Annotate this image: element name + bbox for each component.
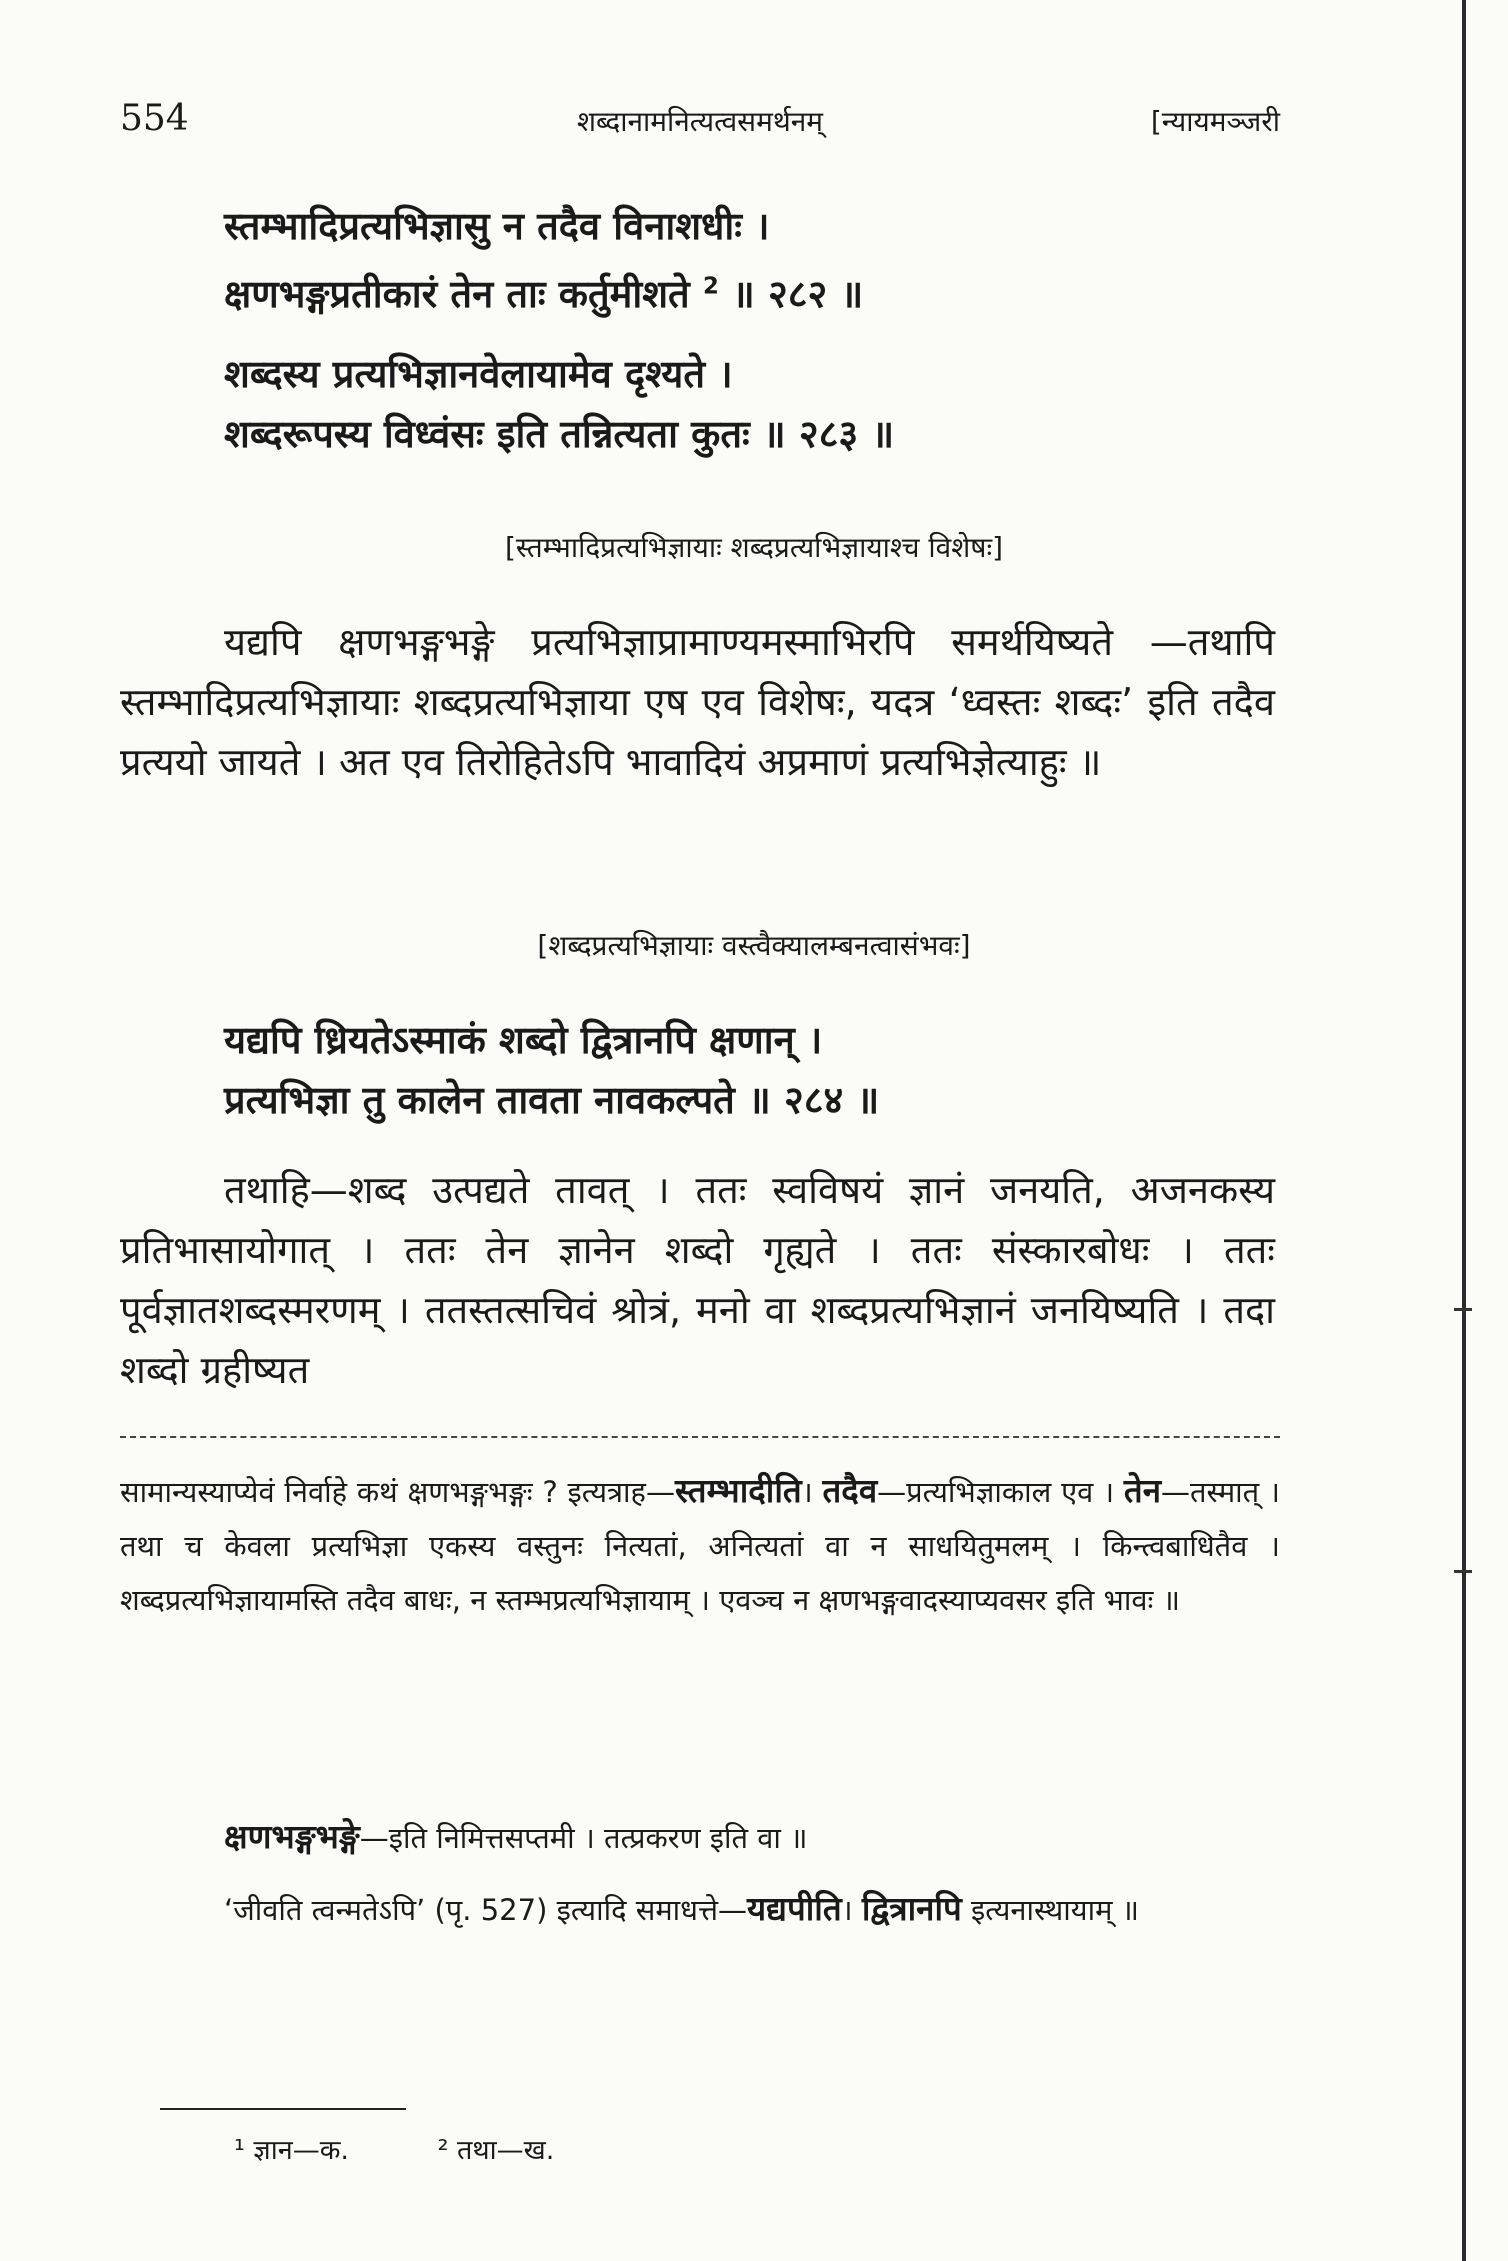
footnote-2: ² तथा—ख. [437,2135,555,2166]
margin-tick [1454,1570,1472,1573]
commentary-pratika: तदैव [822,1471,878,1510]
commentary-text: —तस्मात् । तथा च केवला प्रत्यभिज्ञा एकस्य वस्तुनः नित्यतां, अनित्यतां वा न साधयितुमलम् । किन्त्वबाधितैव । शब्दप्रत्यभिज्ञायामस्ति तदैव बाधः, न स्तम्भप्रत्यभिज्ञायाम् । एवञ्च न क्षणभङ्गवादस्याप्यवसर इति भावः ॥ [120,1475,1280,1617]
commentary-separator [120,1436,1280,1438]
commentary-pratika: द्वित्रानपि [861,1889,962,1928]
commentary-paragraph [120,1882,1280,1937]
commentary-text: —प्रत्यभिज्ञाकाल एव । [877,1475,1124,1509]
commentary-text: इत्यनास्थायाम् ॥ [961,1893,1140,1927]
verse-line [224,256,863,324]
prose-paragraph [120,1160,1275,1400]
page-number: 554 [120,98,189,139]
prose-paragraph [120,612,1275,792]
commentary-pratika: यद्यपीति [747,1889,842,1928]
footnote-mark: 2 [702,273,719,299]
verse-line: शब्दस्य प्रत्यभिज्ञानवेलायामेव दृश्यते । [224,352,733,396]
prose-text: यद्यपि क्षणभङ्गभङ्गे प्रत्यभिज्ञाप्रामाण्यमस्माभिरपि समर्थयिष्यते —तथापि स्तम्भादिप्रत्यभिज्ञायाः शब्दप्रत्यभिज्ञाया एष एव विशेषः, यदत्र ‘ध्वस्तः शब्दः’ इति तदैव प्रत्ययो जायते । अत एव तिरोहितेऽपि भावादियं अप्रमाणं प्रत्यभिज्ञेत्याहुः ॥ [120,620,1275,784]
section-heading: [स्तम्भादिप्रत्यभिज्ञायाः शब्दप्रत्यभिज्ञायाश्च विशेषः] [504,531,1004,564]
verse-282 [224,196,863,324]
section-heading: [शब्दप्रत्यभिज्ञायाः वस्त्वैक्यालम्बनत्वासंभवः] [537,929,971,962]
verse-283 [224,344,894,464]
commentary-pratika: क्षणभङ्गभङ्गे [224,1817,360,1856]
footnote-1: ¹ ज्ञान—क. [234,2135,350,2166]
verse-line: प्रत्यभिज्ञा तु कालेन तावता नावकल्पते ॥ २८४ ॥ [224,1078,880,1122]
commentary-text: । [841,1893,862,1927]
verse-line: यद्यपि ध्रियतेऽस्माकं शब्दो द्वित्रानपि क्षणान् । [224,1018,823,1062]
commentary-pratika: स्तम्भादीति [674,1471,802,1510]
prose-text: तथाहि—शब्द उत्पद्यते तावत् । ततः स्वविषयं ज्ञानं जनयति, अजनकस्य प्रतिभासायोगात् । ततः तेन ज्ञानेन शब्दो गृह्यते । ततः संस्कारबोधः । ततः पूर्वज्ञातशब्दस्मरणम् । ततस्तत्सचिवं श्रोत्रं, मनो वा शब्दप्रत्यभिज्ञानं जनयिष्यति । तदा शब्दो ग्रहीष्यत [120,1168,1275,1392]
verse-line-text: क्षणभङ्गप्रतीकारं तेन ताः कर्तुमीशते $^2$ ॥ २८२ ॥ [224,271,864,316]
running-title: शब्दानामनित्यत्वसमर्थनम् [576,105,823,138]
page-edge-line [1462,0,1466,2261]
margin-tick [1454,1308,1472,1311]
commentary-text: —इति निमित्तसप्तमी । तत्प्रकरण इति वा ॥ [359,1821,808,1855]
verse-line: शब्दरूपस्य विध्वंसः इति तन्नित्यता कुतः ॥ २८३ ॥ [224,412,895,456]
commentary-pratika: तेन [1123,1471,1162,1510]
commentary-paragraph [120,1464,1280,1627]
commentary-text: ‘जीवति त्वन्मतेऽपि’ (पृ. 527) इत्यादि समाधत्ते— [224,1893,748,1927]
page-header [120,98,1280,148]
book-title: [न्यायमञ्जरी [1150,105,1280,138]
verse-284 [224,1010,879,1130]
footnotes [234,2130,634,2167]
footnote-rule [160,2108,406,2110]
verse-line: स्तम्भादिप्रत्यभिज्ञासु न तदैव विनाशधीः । [224,204,770,248]
commentary-text: । [801,1475,823,1509]
commentary-paragraph [120,1810,1280,1865]
commentary-text: सामान्यस्याप्येवं निर्वाहे कथं क्षणभङ्गभङ्गः ? इत्यत्राह— [120,1475,675,1509]
